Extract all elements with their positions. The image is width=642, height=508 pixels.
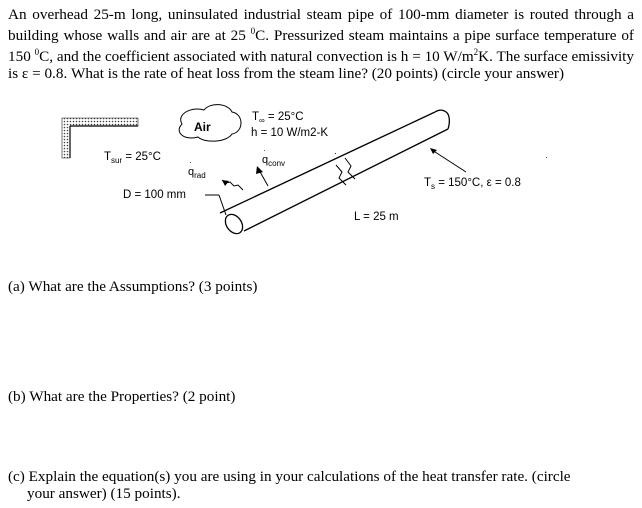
tsur-symbol: T <box>104 151 112 163</box>
degree-mark-1: 0 <box>250 26 256 36</box>
problem-text-4: K. The surface emissivity is ε = 0.8. What is the rate of heat loss from the steam line? (20 points) (circle your answer) <box>8 48 634 83</box>
degree-mark-2: 0 <box>34 47 40 58</box>
qconv-symbol: q <box>262 154 269 166</box>
qrad-dot-icon: · <box>189 158 192 167</box>
question-c-line-1: (c) Explain the equation(s) you are using in your calculations of the heat transfer rate. (circle <box>8 468 571 485</box>
qrad-subscript: rad <box>194 171 206 180</box>
length-label: L = 25 m <box>354 211 399 223</box>
air-cloud <box>179 105 241 142</box>
radiation-arrow-icon <box>222 180 243 190</box>
surface-leader-line <box>430 148 466 172</box>
steam-pipe-diagram <box>0 100 642 250</box>
ts-value: = 150°C, ε = 0.8 <box>435 177 521 189</box>
problem-text-3: C, and the coefficient associated with natural convection is h = 10 W/m <box>39 48 474 66</box>
surface-temperature-label <box>424 177 521 191</box>
ambient-temperature-label <box>252 111 304 125</box>
stray-mark-icon: · <box>334 148 337 158</box>
tsur-value: = 25°C <box>122 151 161 163</box>
diameter-label: D = 100 mm <box>123 189 186 201</box>
area-exponent: 2 <box>473 47 479 58</box>
convection-arrow-icon <box>256 166 268 186</box>
problem-text-2: C. Pressurized steam maintains a pipe surface temperature of 150 <box>8 27 634 66</box>
tinf-symbol: T <box>252 111 260 123</box>
question-a: (a) What are the Assumptions? (3 points) <box>8 278 258 295</box>
air-label: Air <box>194 120 211 134</box>
qconv-subscript: conv <box>268 159 286 168</box>
tsur-subscript: sur <box>111 156 123 165</box>
surroundings-temperature-label <box>104 151 161 165</box>
ts-symbol: T <box>424 177 432 189</box>
problem-text-1: An overhead 25-m long, uninsulated industrial steam pipe of 100-mm diameter is routed through a building whose walls and air are at 25 <box>8 6 634 45</box>
ts-subscript: s <box>431 182 436 191</box>
question-b: (b) What are the Properties? (2 point) <box>8 388 236 405</box>
stray-dot-icon: · <box>545 153 548 162</box>
question-c-line-2: your answer) (15 points). <box>27 485 181 502</box>
convection-coefficient-label: h = 10 W/m2-K <box>251 127 329 139</box>
tinf-subscript: ∞ <box>259 116 265 125</box>
tinf-value: = 25°C <box>264 111 304 123</box>
qrad-symbol: q <box>188 166 195 178</box>
problem-statement <box>8 6 634 82</box>
qconv-dot-icon: · <box>263 146 266 155</box>
convection-heat-label <box>262 154 285 168</box>
radiation-heat-label <box>188 166 206 180</box>
question-c <box>8 468 636 502</box>
